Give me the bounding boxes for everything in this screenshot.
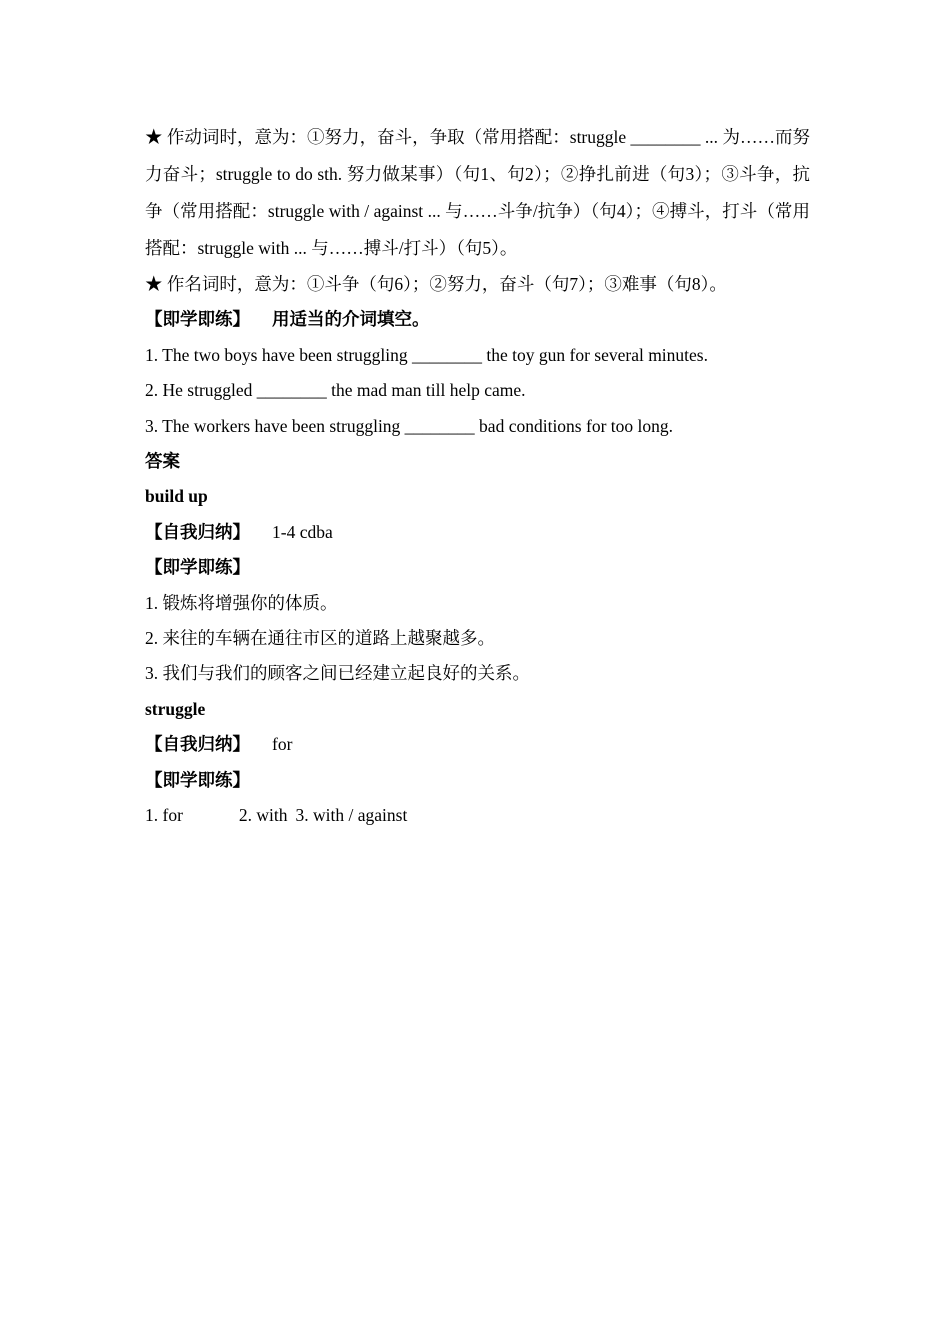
build-up-summary-label: 【自我归纳】 [145,521,250,542]
struggle-answer-1: 1. for [145,805,183,826]
practice-item-3: 3. The workers have been struggling ________ bad conditions for too long. [145,415,673,436]
struggle-summary-row [145,727,810,762]
struggle-summary-value: for [272,734,293,755]
struggle-answers-row [145,798,810,833]
answers-build-up-title: build up [145,486,208,507]
practice-heading: 【即学即练】 [145,309,250,330]
build-up-practice-label: 【即学即练】 [145,557,250,578]
struggle-answer-3: 3. with / against [295,805,408,826]
build-up-summary-row [145,515,810,550]
build-up-answer-1: 1. 锻炼将增强你的体质。 [145,592,338,613]
struggle-practice-label: 【即学即练】 [145,769,250,790]
answers-struggle-title: struggle [145,698,206,719]
build-up-answer-2: 2. 来往的车辆在通往市区的道路上越聚越多。 [145,628,495,649]
struggle-verb-explanation: ★ 作动词时，意为：①努力，奋斗，争取（常用搭配：struggle ________ ... 为……而努力奋斗；struggle to do sth. 努力做某事）（句1、句2）；②挣扎前进（句3）；③斗争，抗争（常用搭配：struggle with / against ... 与……斗争/抗争）（句4）；④搏斗，打斗（常用搭配：struggle with ... 与……搏斗/打斗）（句5）。 [145,127,810,258]
struggle-noun-explanation: ★ 作名词时，意为：①斗争（句6）；②努力，奋斗（句7）；③难事（句8）。 [145,274,727,294]
struggle-summary-label: 【自我归纳】 [145,734,250,755]
document-page [145,119,810,834]
practice-item-1: 1. The two boys have been struggling ________ the toy gun for several minutes. [145,344,708,365]
practice-heading-row [145,302,810,337]
practice-instruction: 用适当的介词填空。 [272,309,430,330]
answers-heading: 答案 [145,451,180,472]
build-up-summary-value: 1-4 cdba [272,521,333,542]
struggle-answer-2: 2. with [238,805,288,826]
practice-item-2: 2. He struggled ________ the mad man till help came. [145,380,526,401]
build-up-answer-3: 3. 我们与我们的顾客之间已经建立起良好的关系。 [145,663,530,684]
